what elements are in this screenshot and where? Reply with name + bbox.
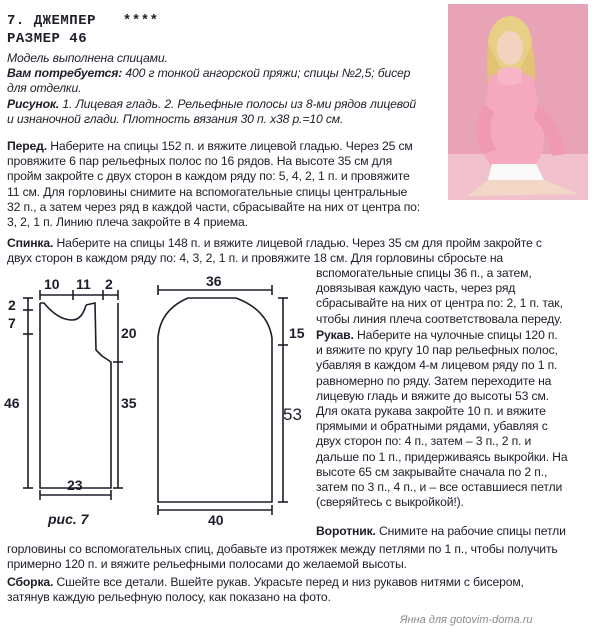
sleeve-line-10: высоте 65 см закрывайте сначала по 2 п., bbox=[316, 464, 548, 479]
front-line-1 bbox=[7, 139, 439, 154]
model-note: Модель выполнена спицами. bbox=[7, 51, 168, 65]
back-right-line-4: чтобы линия плеча соответствовала переду. bbox=[316, 311, 563, 326]
back-right-column bbox=[316, 266, 584, 327]
body-outline bbox=[40, 303, 111, 488]
model-photo-image bbox=[448, 4, 588, 200]
label-left-7: 7 bbox=[8, 315, 16, 331]
back-right-line-2: довязывая каждую часть, через ряд bbox=[316, 281, 516, 296]
diagram-caption: рис. 7 bbox=[48, 511, 89, 527]
collar-line-1 bbox=[316, 524, 566, 539]
sleeve-line-4: равномерно по ряду. Затем переходите на bbox=[316, 373, 552, 388]
label-right-20: 20 bbox=[121, 325, 137, 341]
front-line-5: 32 п., а затем через ряд в каждой части, сбрасывайте на них от центра по: bbox=[7, 199, 421, 214]
back-label: Спинка. bbox=[7, 236, 54, 250]
sleeve-label: Рукав. bbox=[316, 328, 354, 342]
collar-line-2: горловины со вспомогательных спиц, добавьте из протяжек между петлями по 1 п., чтобы получить bbox=[7, 542, 558, 556]
collar-line-3: примерно 120 п. и вяжите рельефными полосами до желаемой высоты. bbox=[7, 557, 407, 571]
sleeve-line-11: затем по 3 п., 4 п., и – все оставшиеся петли bbox=[316, 480, 563, 495]
sleeve-outline bbox=[158, 298, 272, 502]
sleeve-line-1 bbox=[316, 328, 586, 343]
label-left-46: 46 bbox=[4, 395, 20, 411]
back-right-line-1: вспомогательные спицы 36 п., а затем, bbox=[316, 266, 532, 280]
sleeve-line-6: Для оката рукава закройте 10 п. и вяжите bbox=[316, 404, 546, 419]
label-left-2: 2 bbox=[8, 297, 16, 313]
materials-line bbox=[7, 66, 410, 81]
front-line-2: провяжите 6 пар рельефных полос по 16 рядов. На высоте 35 см для bbox=[7, 154, 393, 169]
label-right-35: 35 bbox=[121, 395, 137, 411]
sleeve-line-7: прямыми и обратными рядами, убавляя с bbox=[316, 419, 548, 434]
front-section bbox=[7, 139, 439, 230]
sleeve-text-1: Наберите на чулочные спицы 120 п. bbox=[353, 328, 558, 342]
label-top-11: 11 bbox=[76, 276, 91, 292]
label-sleeve-15: 15 bbox=[289, 325, 305, 341]
label-top-10: 10 bbox=[44, 276, 60, 292]
front-line-3: пройм закройте с двух сторон в каждом ряду по: 5, 4, 2, 1 п. и провяжите bbox=[7, 169, 410, 184]
size-label: РАЗМЕР 46 bbox=[7, 31, 88, 47]
pattern-line-2: и изнаночной глади. Плотность вязания 30 п. х38 р.=10 см. bbox=[7, 112, 344, 126]
front-label: Перед. bbox=[7, 139, 47, 153]
front-line-6: 3, 2, 1 п. Линию плеча закройте в 4 приема. bbox=[7, 215, 248, 230]
collar-text-1: Снимите на рабочие спицы петли bbox=[375, 524, 566, 538]
materials-text: 400 г тонкой ангорской пряжи; спицы №2,5; бисер bbox=[122, 66, 411, 80]
credit-text: Янна для gotovim-doma.ru bbox=[400, 614, 533, 626]
sleeve-line-9: дальше по 1 п., придерживаясь выкройки. На bbox=[316, 449, 568, 464]
back-line-2: двух сторон в каждом ряду по: 4, 3, 2, 1 п. и провяжите 18 см. Для горловины сбросьте на bbox=[7, 251, 504, 265]
pattern-line bbox=[7, 97, 416, 112]
label-top-2: 2 bbox=[105, 276, 113, 292]
model-photo bbox=[448, 4, 588, 200]
sleeve-line-3: убавляя в каждом 4-м лицевом ряду по 1 п. bbox=[316, 358, 558, 373]
sleeve-section bbox=[316, 328, 586, 510]
back-right-line-3: сбрасывайте на них от центра по: 2, 1 п. так, bbox=[316, 296, 563, 311]
label-sleeve-36: 36 bbox=[206, 273, 222, 289]
difficulty-stars: **** bbox=[122, 13, 159, 29]
label-sleeve-40: 40 bbox=[208, 512, 224, 528]
assembly-line-2: затянув каждую рельефную полосу, как показано на фото. bbox=[7, 590, 331, 604]
pattern-text: 1. Лицевая гладь. 2. Рельефные полосы из 8-ми рядов лицевой bbox=[59, 97, 416, 111]
pattern-diagram bbox=[0, 270, 315, 532]
assembly-line-1 bbox=[7, 575, 524, 590]
back-text-1: Наберите на спицы 148 п. и вяжите лицевой гладью. Через 35 см для пройм закройте с bbox=[53, 236, 542, 250]
page-title bbox=[7, 13, 159, 29]
sleeve-line-5: лицевую гладь и вяжите до высоты 53 см. bbox=[316, 388, 549, 403]
sleeve-line-12: (сверяйтесь с выкройкой!). bbox=[316, 495, 464, 510]
materials-line-2: для отделки. bbox=[7, 81, 82, 95]
materials-label: Вам потребуется: bbox=[7, 66, 123, 80]
label-sleeve-53: 53 bbox=[283, 405, 302, 424]
title-text: 7. ДЖЕМПЕР bbox=[7, 13, 97, 29]
pattern-label: Рисунок. bbox=[7, 97, 60, 111]
sleeve-line-2: и вяжите по кругу 10 пар рельефных полос, bbox=[316, 343, 558, 358]
assembly-label: Сборка. bbox=[7, 575, 54, 589]
front-text-1: Наберите на спицы 152 п. и вяжите лицевой гладью. Через 25 см bbox=[46, 139, 413, 153]
sleeve-line-8: двух сторон по: 4 п., затем – 3 п., 2 п. и bbox=[316, 434, 532, 449]
front-line-4: 11 см. Для горловины снимите на вспомогательные спицы центральные bbox=[7, 184, 408, 199]
back-line-1 bbox=[7, 236, 542, 251]
assembly-text-1: Сшейте все детали. Вшейте рукав. Украсьте перед и низ рукавов нитями с бисером, bbox=[53, 575, 524, 589]
collar-label: Воротник. bbox=[316, 524, 376, 538]
label-bottom-23: 23 bbox=[67, 477, 83, 493]
